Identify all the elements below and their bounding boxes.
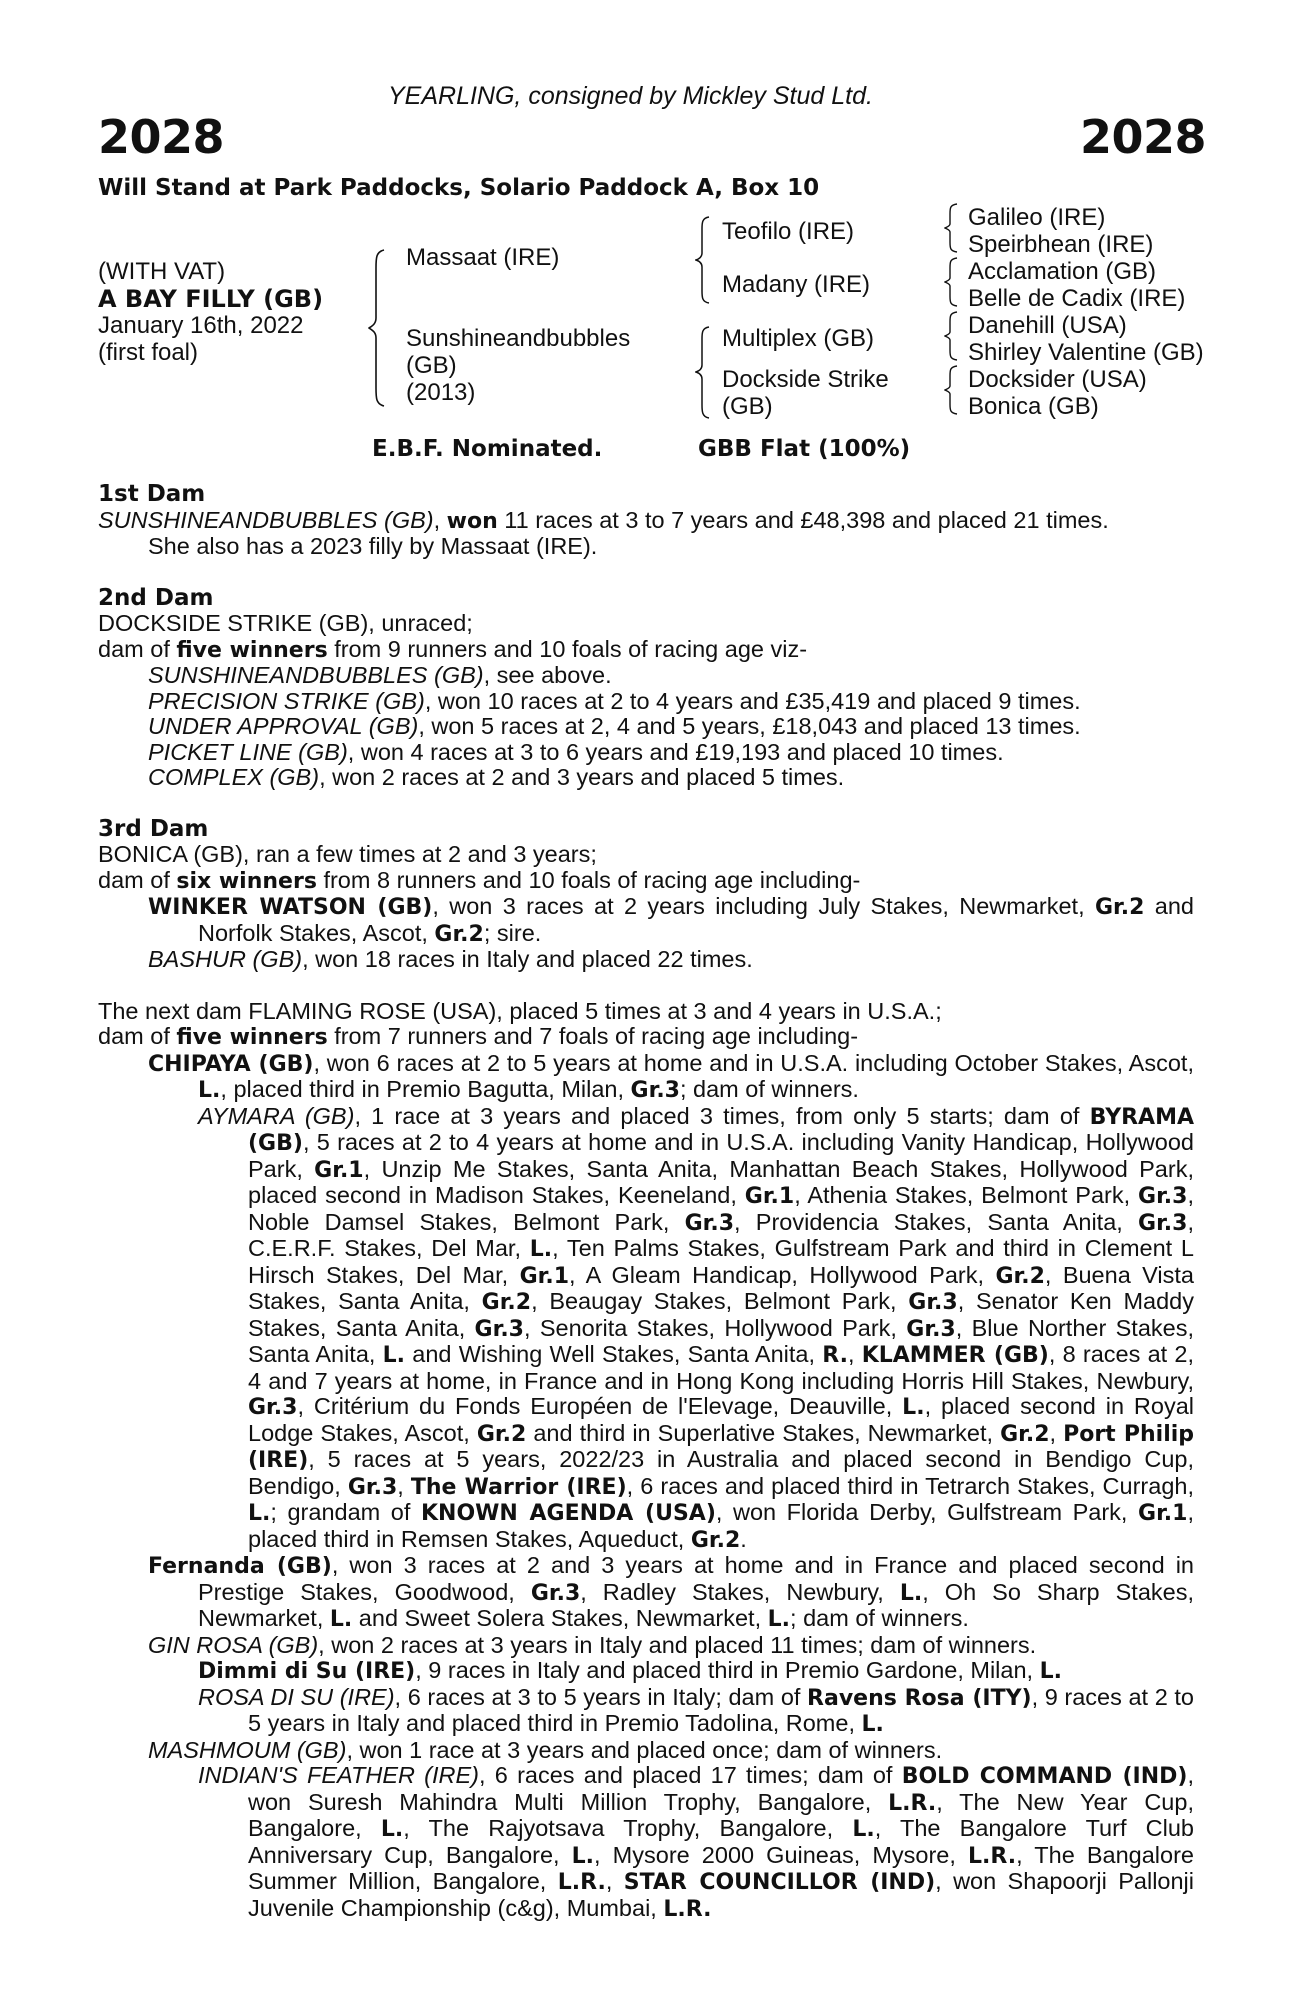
sire-name: Massaat (IRE) — [406, 244, 560, 271]
second-dam-produce: PRECISION STRIKE (GB), won 10 races at 2 to 4 years and £35,419 and placed 9 times. — [148, 687, 1081, 714]
fifth-generation-produce: Dimmi di Su (IRE), 9 races in Italy and placed third in Premio Gardone, Milan, L. — [198, 1657, 1062, 1684]
foal-note: (first foal) — [98, 339, 199, 366]
second-dam-entry: DOCKSIDE STRIKE (GB), unraced; — [98, 610, 473, 636]
third-dam-summary: dam of six winners from 8 runners and 10 foals of racing age including- — [98, 866, 861, 894]
second-dam-produce: SUNSHINEANDBUBBLES (GB), see above. — [148, 662, 612, 688]
sire-sire-sire: Galileo (IRE) — [968, 204, 1106, 231]
pedigree-brace-sire — [695, 215, 713, 305]
lot-title: A BAY FILLY (GB) — [98, 285, 324, 313]
second-dam-produce: UNDER APPROVAL (GB), won 5 races at 2, 4 and 5 years, £18,043 and placed 13 times. — [148, 713, 1081, 739]
produce-record — [98, 482, 1194, 1922]
ebf-status: E.B.F. Nominated. — [372, 436, 603, 462]
second-dam-produce: COMPLEX (GB), won 2 races at 2 and 3 years and placed 5 times. — [148, 764, 845, 790]
pedigree-brace-ss — [944, 202, 960, 254]
sire-sire-dam: Speirbhean (IRE) — [968, 231, 1154, 258]
pedigree-brace-dam — [695, 325, 713, 420]
lot-number-left: 2028 — [98, 110, 225, 164]
dam-name-line1: Sunshineandbubbles — [406, 325, 631, 352]
third-dam-produce: BASHUR (GB), won 18 races in Italy and placed 22 times. — [148, 946, 753, 972]
fourth-dam-produce: MASHMOUM (GB), won 1 race at 3 years and placed once; dam of winners. — [148, 1736, 943, 1763]
gbb-status: GBB Flat (100%) — [698, 436, 911, 462]
lot-number-right: 2028 — [1080, 110, 1207, 164]
first-dam-note: She also has a 2023 filly by Massaat (IRE). — [148, 533, 598, 559]
fourth-dam-entry: The next dam FLAMING ROSE (USA), placed 5 times at 3 and 4 years in U.S.A.; — [98, 997, 942, 1024]
sire-sire: Teofilo (IRE) — [722, 218, 855, 245]
second-dam-heading: 2nd Dam — [98, 584, 214, 611]
third-dam-entry: BONICA (GB), ran a few times at 2 and 3 years; — [98, 841, 597, 867]
pedigree-brace-main — [368, 248, 388, 408]
dam-sire: Multiplex (GB) — [722, 325, 875, 352]
sire-dam-sire: Acclamation (GB) — [968, 258, 1157, 285]
fifth-generation-produce: INDIAN'S FEATHER (IRE), 6 races and placed 17 times; dam of BOLD COMMAND (IND), won Suresh Mahindra Multi Million Trophy, Bangalore, L.R., The New Year Cup, Bangalore, L., The Rajyotsava Trophy, Bangalore, L., The Bangalore Turf Club Anniversary Cup, Bangalore, L., Mysore 2000 Guineas, Mysore, L.R., The Bangalore Summer Million, Bangalore, L.R., STAR COUNCILLOR (IND), won Shapoorji Pallonji Juvenile Championship (c&g), Mumbai, L.R. — [198, 1762, 1194, 1922]
sire-dam: Madany (IRE) — [722, 271, 871, 298]
fifth-generation-produce: AYMARA (GB), 1 race at 3 years and placed 3 times, from only 5 starts; dam of BYRAMA (GB), 5 races at 2 to 4 years at home and in U.S.A. including Vanity Handicap, Hollywood Park, Gr.1, Unzip Me Stakes, Santa Anita, Manhattan Beach Stakes, Hollywood Park, placed second in Madison Stakes, Keeneland, Gr.1, Athenia Stakes, Belmont Park, Gr.3, Noble Damsel Stakes, Belmont Park, Gr.3, Providencia Stakes, Santa Anita, Gr.3, C.E.R.F. Stakes, Del Mar, L., Ten Palms Stakes, Gulfstream Park and third in Clement L Hirsch Stakes, Del Mar, Gr.1, A Gleam Handicap, Hollywood Park, Gr.2, Buena Vista Stakes, Santa Anita, Gr.2, Beaugay Stakes, Belmont Park, Gr.3, Senator Ken Maddy Stakes, Santa Anita, Gr.3, Senorita Stakes, Hollywood Park, Gr.3, Blue Norther Stakes, Santa Anita, L. and Wishing Well Stakes, Santa Anita, R., KLAMMER (GB), 8 races at 2, 4 and 7 years at home, in France and in Hong Kong including Horris Hill Stakes, Newbury, Gr.3, Critérium du Fonds Européen de l'Elevage, Deauville, L., placed second in Royal Lodge Stakes, Ascot, Gr.2 and third in Superlative Stakes, Newmarket, Gr.2, Port Philip (IRE), 5 races at 5 years, 2022/23 in Australia and placed second in Bendigo Cup, Bendigo, Gr.3, The Warrior (IRE), 6 races and placed third in Tetrarch Stakes, Curragh, L.; grandam of KNOWN AGENDA (USA), won Florida Derby, Gulfstream Park, Gr.1, placed third in Remsen Stakes, Aqueduct, Gr.2. — [198, 1102, 1195, 1553]
fourth-dam-summary: dam of five winners from 7 runners and 7 foals of racing age including- — [98, 1023, 859, 1050]
dam-sire-sire: Danehill (USA) — [968, 312, 1127, 339]
location-line: Will Stand at Park Paddocks, Solario Paddock A, Box 10 — [98, 175, 820, 201]
pedigree-brace-dd — [944, 364, 960, 416]
dam-year: (2013) — [406, 379, 476, 406]
dam-dam-line2: (GB) — [722, 393, 773, 420]
second-dam-produce: PICKET LINE (GB), won 4 races at 3 to 6 years and £19,193 and placed 10 times. — [148, 738, 1004, 765]
sire-dam-dam: Belle de Cadix (IRE) — [968, 285, 1186, 312]
dam-name-line2: (GB) — [406, 352, 457, 379]
second-dam-summary: dam of five winners from 9 runners and 10 foals of racing age viz- — [98, 635, 808, 663]
third-dam-heading: 3rd Dam — [98, 815, 209, 842]
fourth-dam-produce: CHIPAYA (GB), won 6 races at 2 to 5 years at home and in U.S.A. including October Stakes, Ascot, L., placed third in Premio Bagutta, Milan, Gr.3; dam of winners. — [148, 1049, 1194, 1103]
pedigree-brace-sd — [944, 256, 960, 308]
first-dam-heading: 1st Dam — [98, 481, 206, 507]
fifth-generation-produce: ROSA DI SU (IRE), 6 races at 3 to 5 years in Italy; dam of Ravens Rosa (ITY), 9 races at 2 to 5 years in Italy and placed third in Premio Tadolina, Rome, L. — [198, 1683, 1194, 1737]
dam-dam-sire: Docksider (USA) — [968, 366, 1147, 393]
first-dam-entry: SUNSHINEANDBUBBLES (GB), won 11 races at 3 to 7 years and £48,398 and placed 21 times. — [98, 506, 1109, 534]
fourth-dam-produce: Fernanda (GB), won 3 races at 2 and 3 years at home and in France and placed second in Prestige Stakes, Goodwood, Gr.3, Radley Stakes, Newbury, L., Oh So Sharp Stakes, Newmarket, L. and Sweet Solera Stakes, Newmarket, L.; dam of winners. — [148, 1552, 1195, 1632]
pedigree-brace-ds — [944, 310, 960, 362]
dam-sire-dam: Shirley Valentine (GB) — [968, 339, 1204, 366]
vat-label: (WITH VAT) — [98, 258, 226, 285]
dam-dam-dam: Bonica (GB) — [968, 393, 1099, 420]
consignment-line: YEARLING, consigned by Mickley Stud Ltd. — [388, 82, 873, 110]
date-of-birth: January 16th, 2022 — [98, 312, 304, 339]
third-dam-produce: WINKER WATSON (GB), won 3 races at 2 years including July Stakes, Newmarket, Gr.2 and Norfolk Stakes, Ascot, Gr.2; sire. — [148, 893, 1194, 947]
dam-dam-line1: Dockside Strike — [722, 366, 889, 393]
fourth-dam-produce: GIN ROSA (GB), won 2 races at 3 years in Italy and placed 11 times; dam of winners. — [148, 1631, 1037, 1658]
